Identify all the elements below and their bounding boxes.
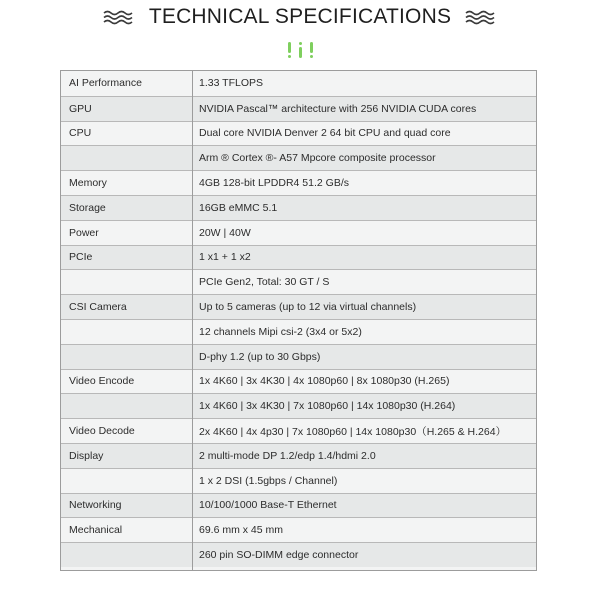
spec-label: Storage [69, 201, 106, 214]
spec-value: 2x 4K60 | 4x 4p30 | 7x 1080p60 | 14x 1080p30（H.265 & H.264） [199, 425, 507, 438]
spec-value: 20W | 40W [199, 226, 251, 239]
spec-label: CPU [69, 127, 92, 140]
spec-row [61, 542, 536, 567]
spec-row [61, 393, 536, 418]
spec-label: GPU [69, 102, 92, 115]
spec-row [61, 71, 536, 96]
spec-label: Display [69, 449, 104, 462]
spec-row [61, 96, 536, 121]
spec-label [69, 543, 189, 567]
spec-value: Arm ® Cortex ®- A57 Mpcore composite processor [199, 152, 436, 165]
spec-row [61, 195, 536, 220]
spec-value: 1x 4K60 | 3x 4K30 | 7x 1080p60 | 14x 1080p30 (H.264) [199, 400, 456, 413]
spec-row [61, 493, 536, 518]
spec-row [61, 145, 536, 170]
spec-value: 12 channels Mipi csi-2 (3x4 or 5x2) [199, 325, 362, 338]
spec-label [69, 146, 189, 170]
spec-label [69, 270, 189, 294]
spec-label: AI Performance [69, 77, 142, 90]
spec-value: D-phy 1.2 (up to 30 Gbps) [199, 350, 321, 363]
spec-value: 260 pin SO-DIMM edge connector [199, 549, 359, 562]
spec-label: PCIe [69, 251, 93, 264]
spec-value: NVIDIA Pascal™ architecture with 256 NVIDIA CUDA cores [199, 102, 477, 115]
spec-row [61, 294, 536, 319]
spec-label: Mechanical [69, 524, 123, 537]
spec-label: Video Decode [69, 425, 135, 438]
accent-mark [310, 42, 313, 58]
spec-row [61, 269, 536, 294]
waves-right-icon [465, 9, 497, 25]
spec-value: PCIe Gen2, Total: 30 GT / S [199, 276, 330, 289]
spec-value: 1 x1 + 1 x2 [199, 251, 251, 264]
accent-mark [288, 42, 291, 58]
spec-row [61, 121, 536, 146]
accent-mark [299, 42, 302, 58]
spec-row [61, 517, 536, 542]
spec-value: 4GB 128-bit LPDDR4 51.2 GB/s [199, 177, 349, 190]
spec-row [61, 443, 536, 468]
spec-row [61, 170, 536, 195]
accent-marks-icon [0, 36, 600, 58]
spec-label: Memory [69, 177, 107, 190]
spec-row [61, 319, 536, 344]
page-title: TECHNICAL SPECIFICATIONS [148, 5, 452, 28]
spec-row [61, 245, 536, 270]
spec-value: 16GB eMMC 5.1 [199, 201, 278, 214]
spec-label: CSI Camera [69, 301, 127, 314]
spec-value: Dual core NVIDIA Denver 2 64 bit CPU and quad core [199, 127, 451, 140]
spec-row [61, 220, 536, 245]
spec-row [61, 369, 536, 394]
spec-label [69, 320, 189, 344]
spec-label: Video Encode [69, 375, 135, 388]
waves-left-icon [103, 9, 135, 25]
spec-value: 1x 4K60 | 3x 4K30 | 4x 1080p60 | 8x 1080p30 (H.265) [199, 375, 450, 388]
spec-label [69, 394, 189, 418]
spec-value: 2 multi-mode DP 1.2/edp 1.4/hdmi 2.0 [199, 449, 376, 462]
spec-row [61, 418, 536, 443]
spec-label: Power [69, 226, 99, 239]
spec-value: Up to 5 cameras (up to 12 via virtual channels) [199, 301, 417, 314]
spec-value: 1 x 2 DSI (1.5gbps / Channel) [199, 474, 338, 487]
header [0, 2, 600, 32]
spec-value: 1.33 TFLOPS [199, 77, 264, 90]
spec-label: Networking [69, 499, 122, 512]
spec-label [69, 345, 189, 369]
spec-value: 10/100/1000 Base-T Ethernet [199, 499, 337, 512]
spec-row [61, 468, 536, 493]
spec-table [60, 70, 537, 571]
spec-value: 69.6 mm x 45 mm [199, 524, 284, 537]
column-divider [192, 71, 193, 570]
spec-label [69, 469, 189, 493]
spec-row [61, 344, 536, 369]
